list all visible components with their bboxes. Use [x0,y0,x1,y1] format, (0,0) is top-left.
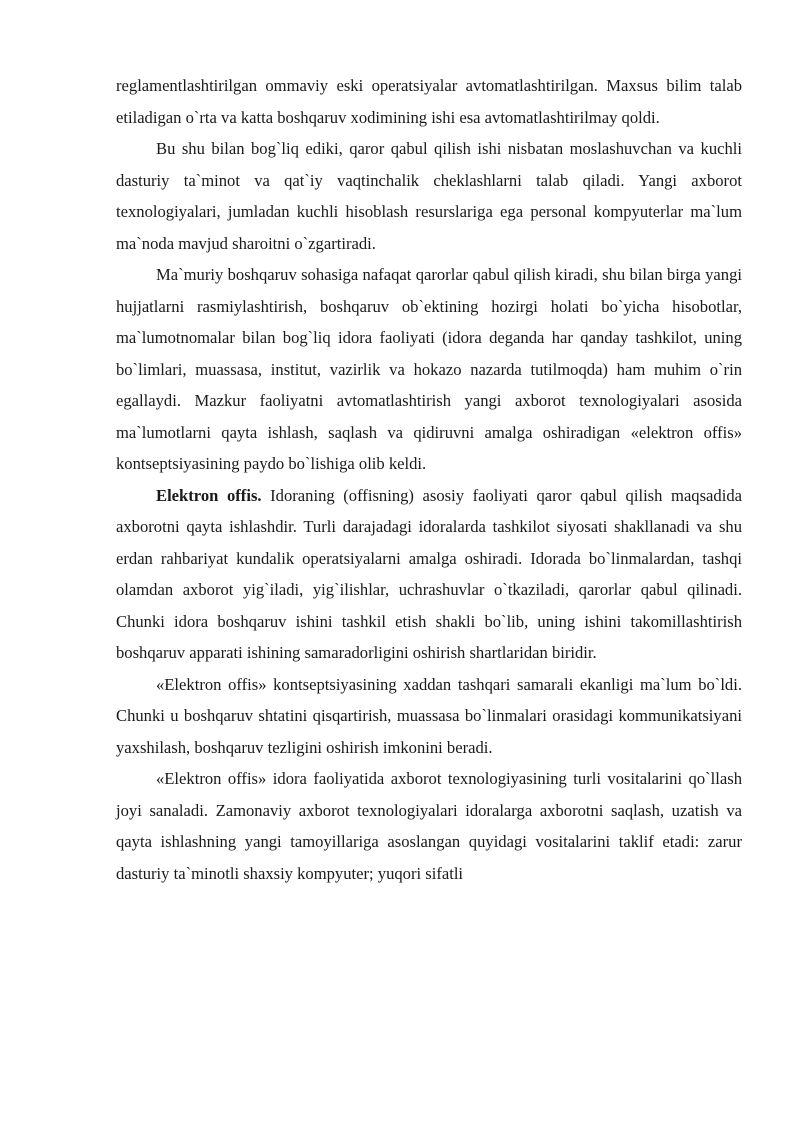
paragraph-2: Bu shu bilan bog`liq ediki, qaror qabul qilish ishi nisbatan moslashuvchan va kuchli dasturiy ta`minot va qat`iy vaqtinchalik cheklashlarni talab qiladi. Yangi axborot texnologiyalari, jumladan kuchli hisoblash resurslariga ega personal kompyuterlar ma`lum ma`noda mavjud sharoitni o`zgartiradi. [116,139,742,253]
paragraph-3: Ma`muriy boshqaruv sohasiga nafaqat qarorlar qabul qilish kiradi, shu bilan birga yangi hujjatlarni rasmiylashtirish, boshqaruv ob`ektining hozirgi holati bo`yicha hisobotlar, ma`lumotnomalar bilan bog`liq idora faoliyati (idora deganda har qanday tashkilot, uning bo`limlari, muassasa, institut, vazirlik va hokazo nazarda tutilmoqda) ham muhim o`rin egallaydi. Mazkur faoliyatni avtomatlashtirish yangi axborot texnologiyalari asosida ma`lumotlarni qayta ishlash, saqlash va qidiruvni amalga oshiradigan «elektron offis» kontseptsiyasining paydo bo`lishiga olib keldi. [116,265,742,473]
paragraph-5: «Elektron offis» kontseptsiyasining xaddan tashqari samarali ekanligi ma`lum bo`ldi. Chunki u boshqaruv shtatini qisqartirish, muassasa bo`linmalari orasidagi kommunikatsiyani yaxshilash, boshqaruv tezligini oshirish imkonini beradi. [116,674,742,757]
document-page [116,70,742,889]
paragraph-4 [116,480,742,669]
paragraph-6: «Elektron offis» idora faoliyatida axborot texnologiyasining turli vositalarini qo`llash joyi sanaladi. Zamonaviy axborot texnologiyalari idoralarga axborotni saqlash, uzatish va qayta ishlashning yangi tamoyillariga asoslangan quyidagi vositalarini taklif etadi: zarur dasturiy ta`minotli shaxsiy kompyuter; yuqori sifatli [116,769,742,883]
paragraph-4-text: Idoraning (offisning) asosiy faoliyati qaror qabul qilish maqsadida axborotni qayta ishlashdir. Turli darajadagi idoralarda tashkilot siyosati shakllanadi va shu erdan rahbariyat kundalik operatsiyalarni amalga oshiradi. Idorada bo`linmalardan, tashqi olamdan axborot yig`iladi, yig`ilishlar, uchrashuvlar o`tkaziladi, qarorlar qabul qilinadi. Chunki idora boshqaruv ishini tashkil etish shakli bo`lib, uning ishini takomillashtirish boshqaruv apparati ishining samaradorligini oshirish shartlaridan biridir. [116,485,742,662]
paragraph-1: reglamentlashtirilgan ommaviy eski operatsiyalar avtomatlashtirilgan. Maxsus bilim talab etiladigan o`rta va katta boshqaruv xodimining ishi esa avtomatlashtirilmay qoldi. [116,76,742,127]
section-heading: Elektron offis. [156,485,262,505]
